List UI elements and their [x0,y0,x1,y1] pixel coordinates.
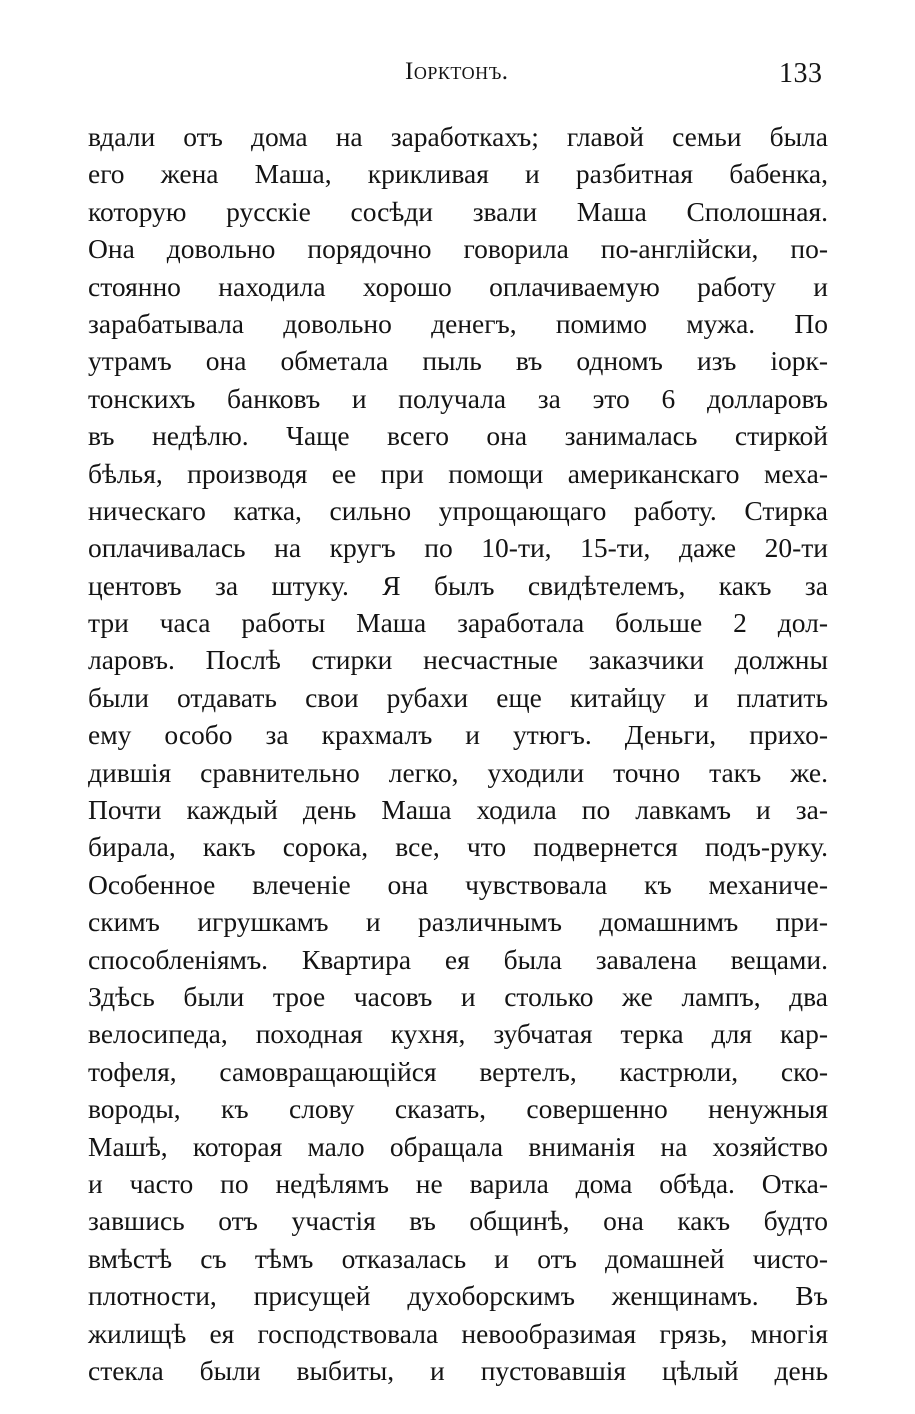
page-number: 133 [779,58,823,89]
text-line: стоянно находила хорошо оплачиваемую работу и [88,270,828,302]
text-line: центовъ за штуку. Я былъ свидѣтелемъ, какъ за [88,569,828,601]
text-line: тофеля, самовращающійся вертелъ, кастрюли, ско- [88,1055,828,1087]
text-line: тонскихъ банковъ и получала за это 6 долларовъ [88,382,828,414]
text-line: Особенное влеченіе она чувствовала къ механиче- [88,868,828,900]
text-line: и часто по недѣлямъ не варила дома обѣда. Отка- [88,1167,828,1199]
text-line: были отдавать свои рубахи еще китайцу и платить [88,681,828,713]
text-line: бѣлья, производя ее при помощи американскаго меха- [88,457,828,489]
text-line: дившія сравнительно легко, уходили точно такъ же. [88,756,828,788]
text-line: три часа работы Маша заработала больше 2 дол- [88,607,828,639]
text-line: въ недѣлю. Чаще всего она занималась стиркой [88,420,828,452]
text-line: Она довольно порядочно говорила по-англійски, по- [88,233,828,265]
running-head-title: Іорктонъ. [405,58,509,85]
text-line: оплачивалась на кругъ по 10-ти, 15-ти, даже 20-ти [88,532,828,564]
text-line: ему особо за крахмалъ и утюгъ. Деньги, прихо- [88,719,828,751]
text-line: которую русскіе сосѣди звали Маша Сполошная. [88,195,828,227]
text-line: завшись отъ участія въ общинѣ, она какъ будто [88,1205,828,1237]
text-line: скимъ игрушкамъ и различнымъ домашнимъ при- [88,906,828,938]
text-line: вмѣстѣ съ тѣмъ отказалась и отъ домашней чисто- [88,1242,828,1274]
text-line: бирала, какъ сорока, все, что подвернется подъ-руку. [88,831,828,863]
text-line: плотности, присущей духоборскимъ женщинамъ. Въ [88,1280,828,1312]
text-line: вороды, къ слову сказать, совершенно ненужныя [88,1093,828,1125]
text-line: способленіямъ. Квартира ея была завалена вещами. [88,943,828,975]
text-line: зарабатывала довольно денегъ, помимо мужа. По [88,307,828,339]
text-line: Машѣ, которая мало обращала вниманія на хозяйство [88,1130,828,1162]
text-line: вдали отъ дома на заработкахъ; главой семьи была [88,121,828,152]
text-line: стекла были выбиты, и пустовавшія цѣлый день [88,1354,828,1386]
text-line: велосипеда, походная кухня, зубчатая терка для кар- [88,1018,828,1050]
text-line: его жена Маша, крикливая и разбитная бабенка, [88,158,828,190]
text-line: утрамъ она обметала пыль въ одномъ изъ іорк- [88,345,828,377]
body-text [88,118,828,1389]
text-line: Здѣсь были трое часовъ и столько же лампъ, два [88,980,828,1012]
text-line: Почти каждый день Маша ходила по лавкамъ и за- [88,794,828,826]
text-line: ническаго катка, сильно упрощающаго работу. Стирка [88,494,828,526]
text-line: жилищѣ ея господствовала невообразимая грязь, многія [88,1317,828,1349]
text-line: ларовъ. Послѣ стирки несчастные заказчики должны [88,644,828,676]
